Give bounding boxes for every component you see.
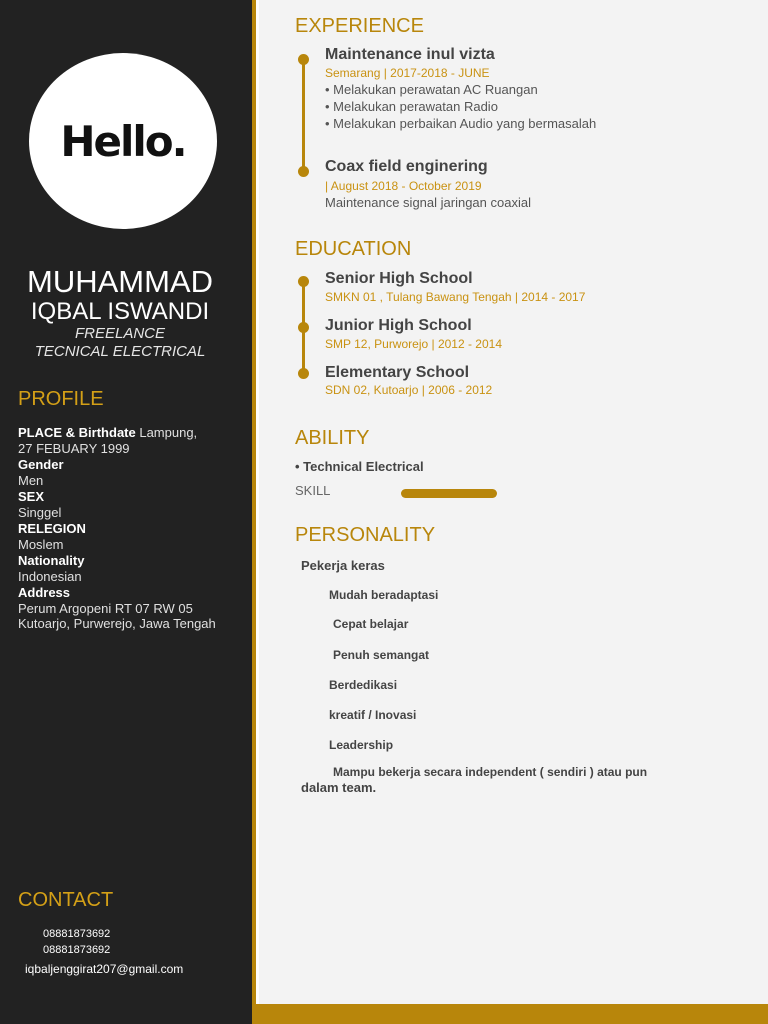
- personality-item: Mudah beradaptasi: [329, 588, 439, 602]
- religion-value: Moslem: [18, 537, 64, 552]
- timeline-dot: [298, 54, 309, 65]
- timeline-dot: [298, 322, 309, 333]
- birthdate-value: 27 FEBUARY 1999: [18, 441, 130, 456]
- gender-label: Gender: [18, 457, 64, 472]
- experience-line: • Melakukan perbaikan Audio yang bermasalah: [325, 116, 597, 131]
- personality-item: Penuh semangat: [333, 648, 430, 662]
- timeline-dot: [298, 368, 309, 379]
- personality-heading: PERSONALITY: [295, 524, 436, 546]
- nationality-value: Indonesian: [18, 569, 82, 584]
- skill-label: SKILL: [295, 483, 331, 498]
- sex-label: SEX: [18, 489, 45, 504]
- name-line-1: MUHAMMAD: [27, 264, 213, 299]
- divider-gap: [256, 0, 259, 1024]
- nationality-label: Nationality: [18, 553, 85, 568]
- profile-details: [18, 425, 248, 631]
- experience-title: Maintenance inul vizta: [325, 46, 495, 63]
- religion-label: RELEGION: [18, 521, 86, 536]
- experience-sub: | August 2018 - October 2019: [325, 179, 482, 193]
- personality-item: Mampu bekerja secara independent ( sendiri ) atau pun: [333, 765, 648, 779]
- bottom-bar: [252, 1004, 768, 1024]
- experience-line: • Melakukan perawatan Radio: [325, 99, 498, 114]
- phone-2: 08881873692: [43, 944, 111, 956]
- personality-item: kreatif / Inovasi: [329, 708, 417, 722]
- education-title: Elementary School: [325, 364, 470, 381]
- contact-heading: CONTACT: [18, 889, 114, 911]
- education-heading: EDUCATION: [295, 238, 412, 260]
- education-sub: SMKN 01 , Tulang Bawang Tengah | 2014 - 2017: [325, 290, 586, 304]
- education-title: Junior High School: [325, 317, 472, 334]
- education-title: Senior High School: [325, 270, 473, 287]
- education-sub: SMP 12, Purworejo | 2012 - 2014: [325, 337, 502, 351]
- timeline-dot: [298, 276, 309, 287]
- sex-value: Singgel: [18, 505, 62, 520]
- address-value: Perum Argopeni RT 07 RW 05 Kutoarjo, Purwerejo, Jawa Tengah: [18, 601, 216, 631]
- gender-value: Men: [18, 473, 44, 488]
- avatar-text: Hello.: [60, 116, 186, 166]
- experience-heading: EXPERIENCE: [295, 15, 424, 37]
- avatar: [29, 53, 217, 229]
- skill-bar: [401, 489, 497, 498]
- place-label: PLACE & Birthdate: [18, 425, 136, 440]
- role-line-1: FREELANCE: [74, 325, 166, 342]
- personality-item: Pekerja keras: [301, 558, 385, 573]
- personality-item: Leadership: [329, 738, 394, 752]
- personality-item: dalam team.: [301, 780, 377, 795]
- experience-line: • Melakukan perawatan AC Ruangan: [325, 82, 538, 97]
- timeline-dot: [298, 166, 309, 177]
- role-line-2: TECNICAL ELECTRICAL: [34, 343, 206, 360]
- experience-title: Coax field enginering: [325, 158, 488, 175]
- ability-heading: ABILITY: [295, 427, 370, 449]
- experience-sub: Semarang | 2017-2018 - JUNE: [325, 66, 490, 80]
- profile-heading: PROFILE: [18, 388, 104, 410]
- experience-timeline: [302, 60, 305, 172]
- phone-1: 08881873692: [43, 928, 111, 940]
- email: iqbaljenggirat207@gmail.com: [25, 962, 184, 976]
- place-row: [18, 425, 248, 441]
- ability-item: • Technical Electrical: [295, 459, 424, 474]
- personality-item: Cepat belajar: [333, 617, 409, 631]
- experience-line: Maintenance signal jaringan coaxial: [325, 195, 531, 210]
- personality-item: Berdedikasi: [329, 678, 398, 692]
- education-sub: SDN 02, Kutoarjo | 2006 - 2012: [325, 383, 493, 397]
- place-value: Lampung,: [135, 425, 198, 440]
- name-line-2: IQBAL ISWANDI: [30, 298, 210, 325]
- address-label: Address: [18, 585, 71, 600]
